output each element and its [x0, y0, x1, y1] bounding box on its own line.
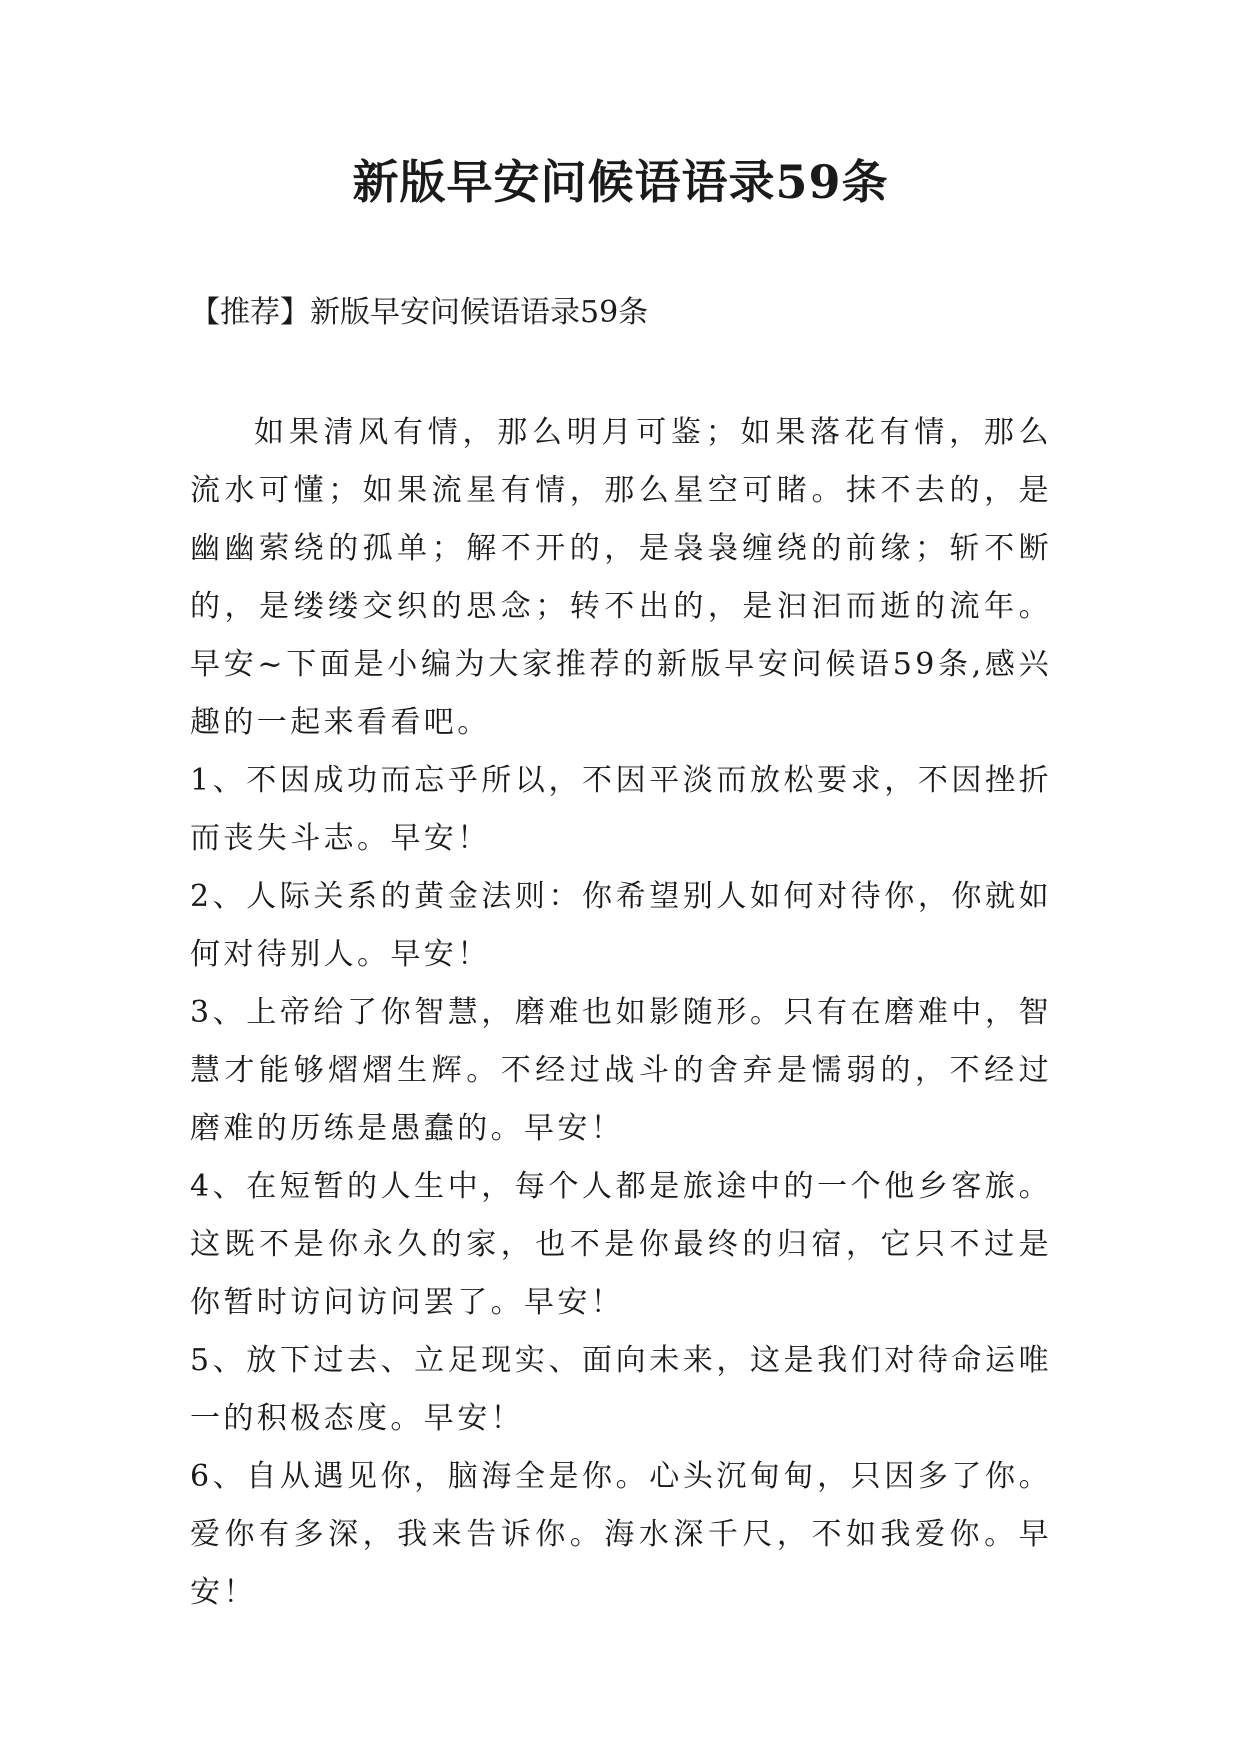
document-subtitle: 【推荐】新版早安问候语语录59条: [190, 295, 649, 330]
list-item: 4、在短暂的人生中，每个人都是旅途中的一个他乡客旅。这既不是你永久的家，也不是你最终的归宿，它只不过是你暂时访问访问罢了。早安！: [190, 1169, 1052, 1320]
list-item: 5、放下过去、立足现实、面向未来，这是我们对待命运唯一的积极态度。早安！: [190, 1343, 1052, 1436]
intro-paragraph: 如果清风有情，那么明月可鉴；如果落花有情，那么流水可懂；如果流星有情，那么星空可睹。抹不去的，是幽幽萦绕的孤单；解不开的，是袅袅缠绕的前缘；斩不断的，是缕缕交织的思念；转不出的，是汩汩而逝的流年。早安~下面是小编为大家推荐的新版早安问候语59条,感兴趣的一起来看看吧。: [190, 415, 1052, 740]
list-item: 2、人际关系的黄金法则：你希望别人如何对待你，你就如何对待别人。早安！: [190, 879, 1052, 972]
document-body: [190, 404, 1052, 1622]
document-title: 新版早安问候语语录59条: [352, 155, 889, 209]
list-item: 1、不因成功而忘乎所以，不因平淡而放松要求，不因挫折而丧失斗志。早安！: [190, 763, 1052, 856]
list-item: 6、自从遇见你，脑海全是你。心头沉甸甸，只因多了你。爱你有多深，我来告诉你。海水深千尺，不如我爱你。早安！: [190, 1459, 1052, 1610]
list-item: 3、上帝给了你智慧，磨难也如影随形。只有在磨难中，智慧才能够熠熠生辉。不经过战斗的舍弃是懦弱的，不经过磨难的历练是愚蠢的。早安！: [190, 995, 1052, 1146]
